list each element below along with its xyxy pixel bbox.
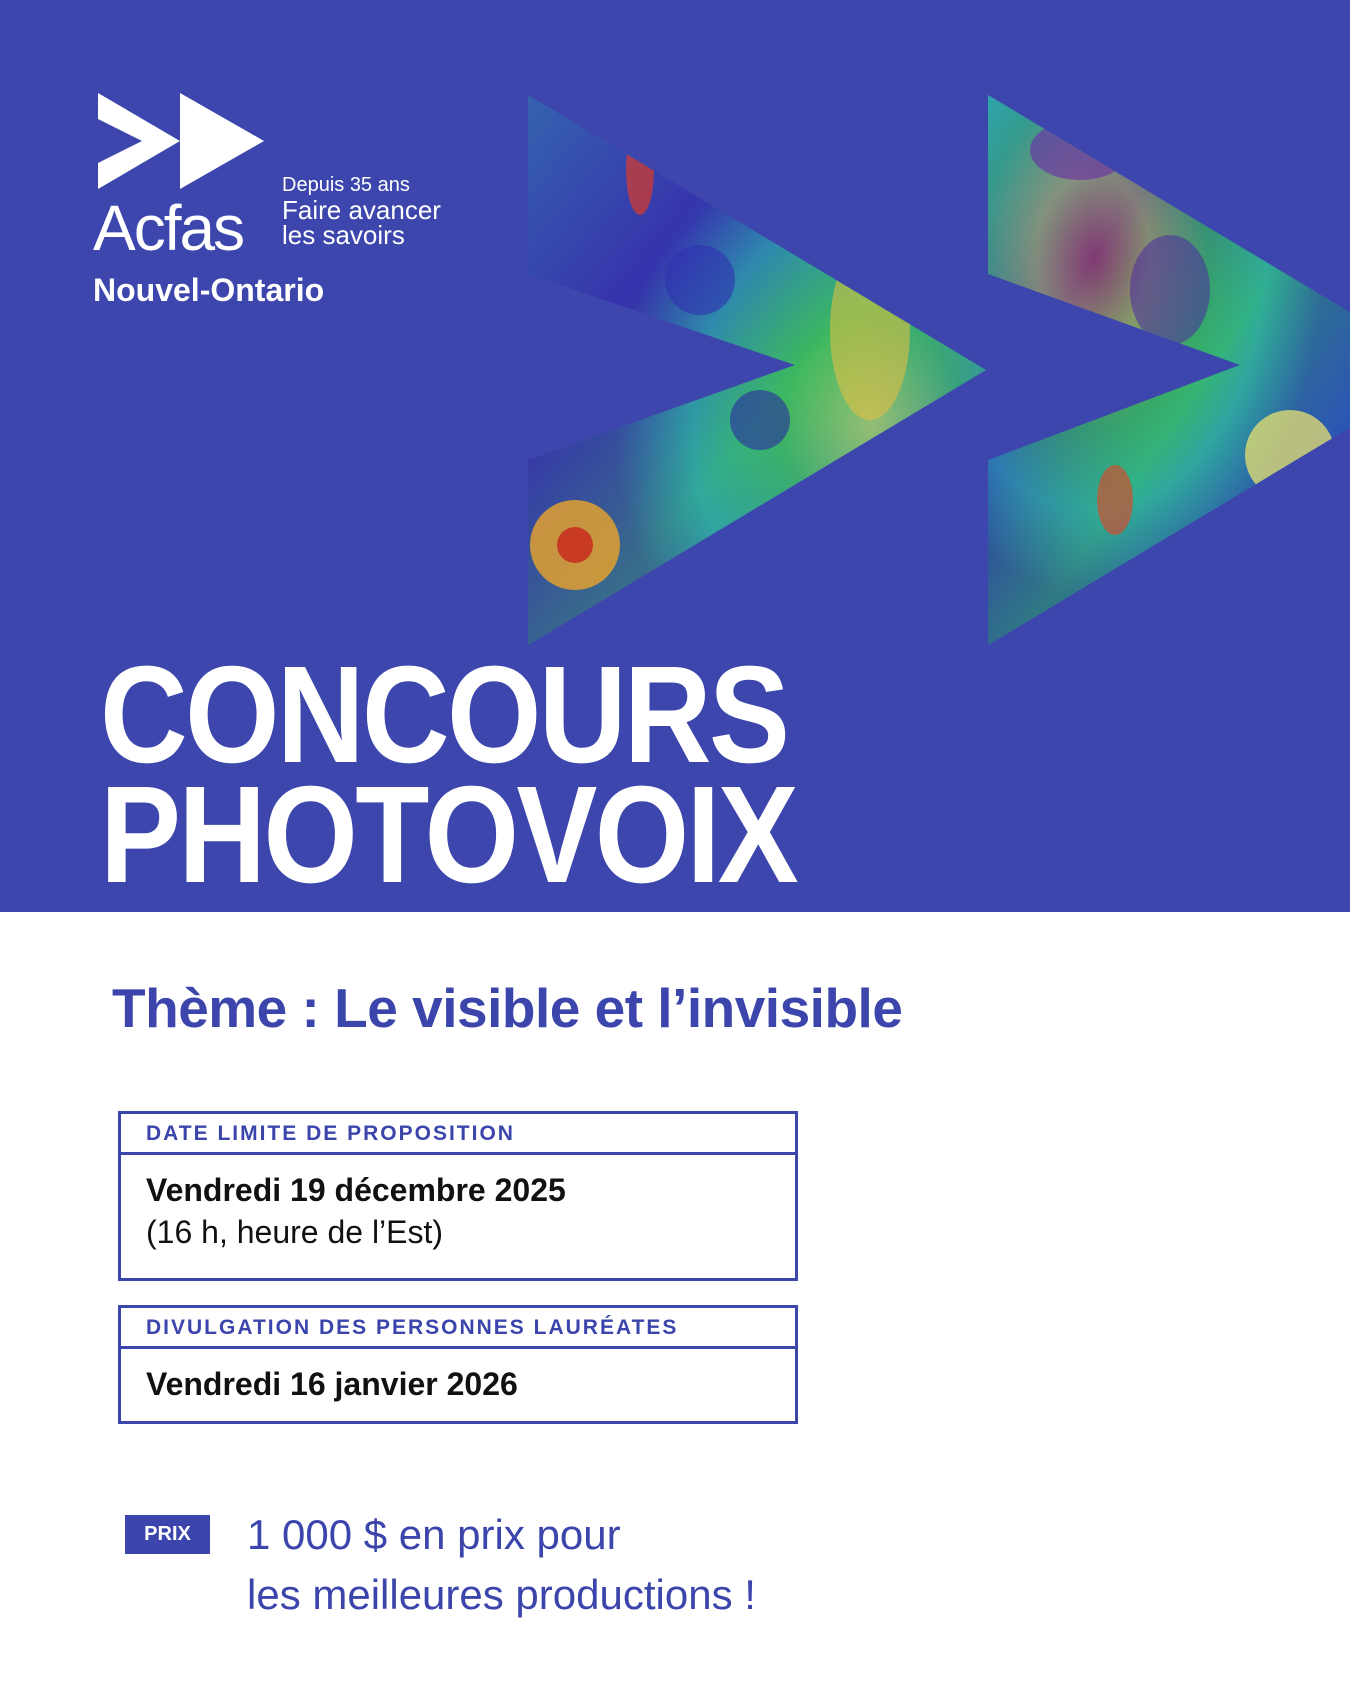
announcement-box (118, 1305, 798, 1424)
tagline-line1: Faire avancer (282, 195, 441, 225)
announcement-label: DIVULGATION DES PERSONNES LAURÉATES (121, 1308, 795, 1349)
deadline-label: DATE LIMITE DE PROPOSITION (121, 1114, 795, 1155)
announcement-date: Vendredi 16 janvier 2026 (146, 1366, 518, 1402)
prize-line1: 1 000 $ en prix pour (247, 1511, 621, 1558)
title-line1: CONCOURS (100, 638, 788, 792)
prize-description (247, 1505, 756, 1625)
tagline-since: Depuis 35 ans (282, 174, 410, 196)
title-line2: PHOTOVOIX (100, 758, 797, 912)
deadline-date: Vendredi 19 décembre 2025 (146, 1172, 566, 1208)
deadline-body (121, 1155, 795, 1254)
logo-tagline (282, 172, 441, 248)
prize-badge: PRIX (125, 1515, 210, 1554)
acfas-logo-icon (98, 93, 264, 189)
deadline-time: (16 h, heure de l’Est) (146, 1214, 444, 1250)
logo-wordmark: Acfas (93, 192, 244, 264)
tagline-line2: les savoirs (282, 220, 405, 250)
region-name: Nouvel-Ontario (93, 272, 325, 308)
page-title (100, 638, 797, 912)
announcement-body (121, 1349, 795, 1404)
theme-heading: Thème : Le visible et l’invisible (112, 977, 903, 1039)
prize-line2: les meilleures productions ! (247, 1571, 756, 1618)
deadline-box (118, 1111, 798, 1281)
